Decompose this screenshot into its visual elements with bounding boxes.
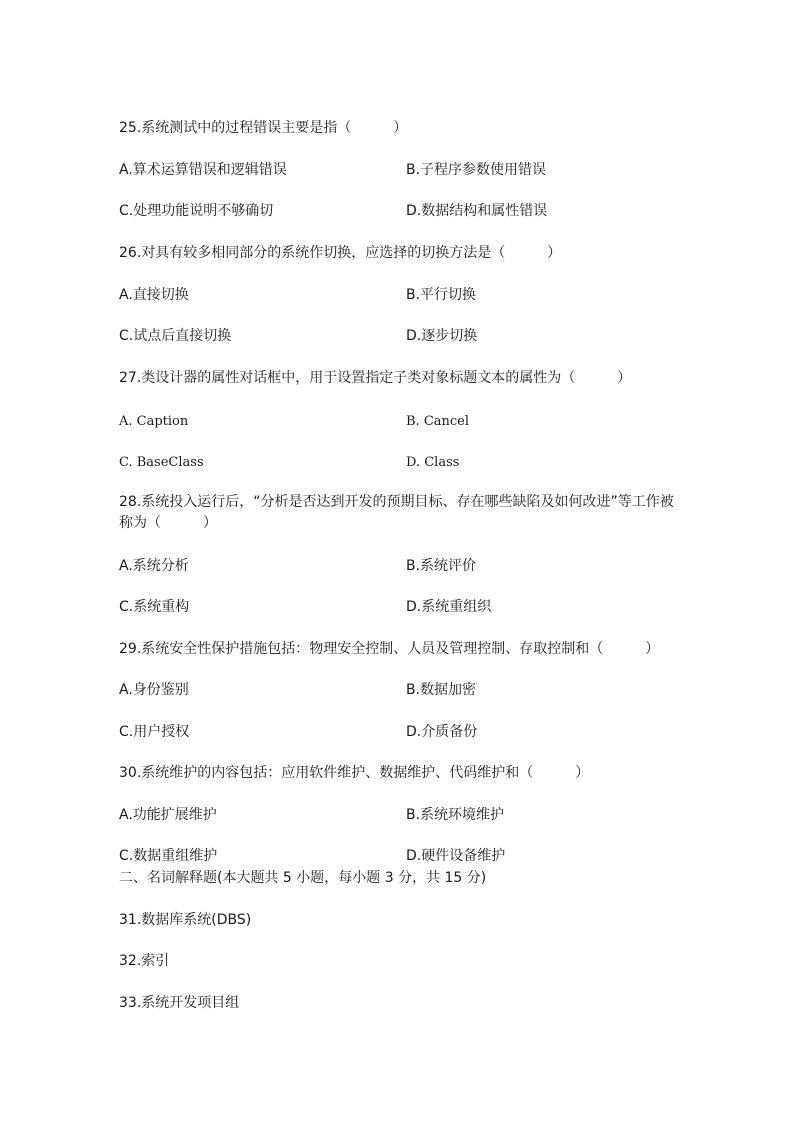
question-27-stem: 27.类设计器的属性对话框中，用于设置指定子类对象标题文本的属性为（ ） — [119, 370, 632, 386]
q30-option-a: A.功能扩展维护 — [119, 807, 217, 823]
term-item-31: 31.数据库系统(DBS) — [119, 912, 252, 928]
q25-option-c: C.处理功能说明不够确切 — [119, 203, 274, 219]
q28-option-b: B.系统评价 — [406, 558, 477, 574]
q27-option-c: C. BaseClass — [119, 455, 204, 470]
q25-option-b: B.子程序参数使用错误 — [406, 162, 547, 178]
q28-option-a: A.系统分析 — [119, 558, 189, 574]
question-25-stem: 25.系统测试中的过程错误主要是指（ ） — [119, 120, 408, 136]
q28-option-c: C.系统重构 — [119, 599, 190, 615]
term-item-33: 33.系统开发项目组 — [119, 995, 240, 1011]
section-2-heading: 二、名词解释题(本大题共 5 小题，每小题 3 分，共 15 分) — [119, 870, 487, 886]
q26-option-a: A.直接切换 — [119, 287, 189, 303]
q28-option-d: D.系统重组织 — [406, 599, 492, 615]
q27-option-b: B. Cancel — [406, 414, 470, 429]
question-30-stem: 30.系统维护的内容包括：应用软件维护、数据维护、代码维护和（ ） — [119, 765, 590, 781]
q27-option-d: D. Class — [406, 455, 460, 470]
term-item-32: 32.索引 — [119, 953, 170, 969]
question-26-stem: 26.对具有较多相同部分的系统作切换，应选择的切换方法是（ ） — [119, 245, 562, 261]
q26-option-d: D.逐步切换 — [406, 328, 478, 344]
q30-option-b: B.系统环境维护 — [406, 807, 505, 823]
q30-option-d: D.硬件设备维护 — [406, 848, 506, 864]
q25-option-a: A.算术运算错误和逻辑错误 — [119, 162, 287, 178]
q25-option-d: D.数据结构和属性错误 — [406, 203, 548, 219]
q29-option-c: C.用户授权 — [119, 724, 190, 740]
q26-option-b: B.平行切换 — [406, 287, 477, 303]
q29-option-b: B.数据加密 — [406, 682, 477, 698]
q30-option-c: C.数据重组维护 — [119, 848, 218, 864]
question-29-stem: 29.系统安全性保护措施包括：物理安全控制、人员及管理控制、存取控制和（ ） — [119, 641, 660, 657]
q29-option-a: A.身份鉴别 — [119, 682, 189, 698]
question-28-stem: 28.系统投入运行后，“分析是否达到开发的预期目标、存在哪些缺陷及如何改进”等工作被称为（ ） — [119, 494, 674, 531]
q26-option-c: C.试点后直接切换 — [119, 328, 232, 344]
q27-option-a: A. Caption — [119, 414, 189, 429]
q29-option-d: D.介质备份 — [406, 724, 478, 740]
